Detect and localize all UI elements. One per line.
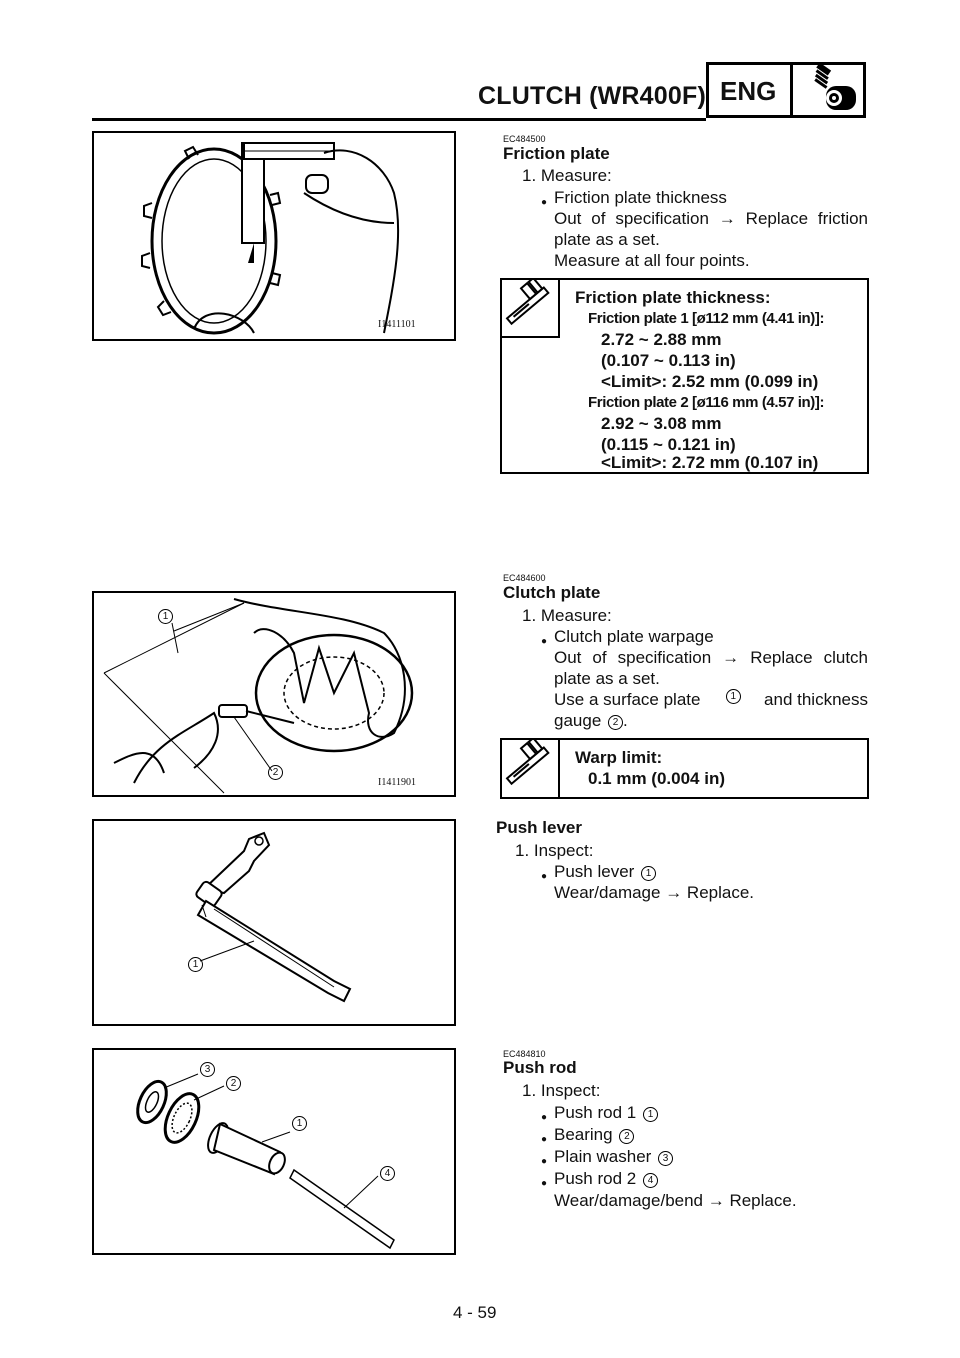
body-text: plate as a set. bbox=[554, 230, 660, 249]
section-heading: Clutch plate bbox=[503, 583, 601, 602]
bullet-item bbox=[554, 1146, 673, 1167]
bullet-item bbox=[554, 1168, 658, 1189]
callout-3: 3 bbox=[200, 1062, 215, 1077]
callout-2: 2 bbox=[608, 715, 623, 730]
callout-2: 2 bbox=[226, 1076, 241, 1091]
callout-4: 4 bbox=[643, 1173, 658, 1188]
caliper-icon bbox=[500, 278, 560, 338]
callout-1: 1 bbox=[726, 689, 741, 704]
figure-push-rod bbox=[92, 1048, 456, 1255]
body-text: Wear/damage → Replace. bbox=[554, 883, 755, 902]
callout-1: 1 bbox=[643, 1107, 658, 1122]
spec-value: (0.115 ~ 0.121 in) bbox=[601, 435, 736, 454]
eng-badge-label: ENG bbox=[720, 76, 777, 106]
figure-push-lever bbox=[92, 819, 456, 1026]
bullet-item: ● Friction plate thickness bbox=[554, 187, 727, 208]
spec-subtitle: Friction plate 1 [ø112 mm (4.41 in)]: bbox=[588, 310, 825, 327]
step-text: 1. Measure: bbox=[522, 166, 612, 185]
figure-clutch-plate bbox=[92, 591, 456, 797]
caliper-icon bbox=[500, 738, 560, 799]
callout-4: 4 bbox=[380, 1166, 395, 1181]
section-code: EC484500 bbox=[503, 134, 546, 144]
spec-title: Friction plate thickness: bbox=[575, 288, 771, 307]
bullet-item bbox=[554, 861, 656, 882]
callout-1: 1 bbox=[641, 866, 656, 881]
bullet-item bbox=[554, 1102, 658, 1123]
bullet-item: ● Clutch plate warpage bbox=[554, 626, 714, 647]
bullet-text: Bearing bbox=[554, 1125, 613, 1144]
section-heading: Push lever bbox=[496, 818, 582, 837]
header-rule bbox=[92, 118, 706, 121]
bullet-text: Push rod 2 bbox=[554, 1169, 637, 1188]
section-code: EC484810 bbox=[503, 1049, 546, 1059]
callout-2: 2 bbox=[619, 1129, 634, 1144]
step-text: 1. Inspect: bbox=[515, 841, 594, 860]
step-text: 1. Measure: bbox=[522, 606, 612, 625]
callout-1: 1 bbox=[188, 957, 203, 972]
bullet-text: Push lever bbox=[554, 862, 635, 881]
eng-badge-divider bbox=[790, 62, 793, 118]
spec-title: Warp limit: bbox=[575, 748, 663, 767]
body-text: Wear/damage/bend → Replace. bbox=[554, 1191, 797, 1210]
body-text: plate as a set. bbox=[554, 669, 660, 688]
bullet-text: Push rod 1 bbox=[554, 1103, 637, 1122]
body-text-with-callout bbox=[554, 710, 628, 731]
body-text: and thickness bbox=[764, 690, 868, 709]
body-text: Out of specification → Replace friction bbox=[554, 209, 868, 228]
body-text: Measure at all four points. bbox=[554, 251, 750, 270]
engine-icon bbox=[800, 64, 862, 116]
spec-value: 2.72 ~ 2.88 mm bbox=[601, 330, 722, 349]
callout-1: 1 bbox=[158, 609, 173, 624]
callout-3: 3 bbox=[658, 1151, 673, 1166]
bullet-text: Plain washer bbox=[554, 1147, 652, 1166]
spec-subtitle: Friction plate 2 [ø116 mm (4.57 in)]: bbox=[588, 394, 825, 411]
body-text: gauge bbox=[554, 711, 602, 730]
body-text: . bbox=[623, 711, 628, 730]
page-number: 4 - 59 bbox=[453, 1303, 497, 1322]
spec-value: (0.107 ~ 0.113 in) bbox=[601, 351, 736, 370]
body-text-with-callout bbox=[554, 689, 868, 710]
bullet-item bbox=[554, 1124, 634, 1145]
callout-2: 2 bbox=[268, 765, 283, 780]
figure-friction-plate bbox=[92, 131, 456, 341]
callout-1: 1 bbox=[292, 1116, 307, 1131]
figure-code: I1411901 bbox=[378, 777, 416, 788]
spec-value: 2.92 ~ 3.08 mm bbox=[601, 414, 722, 433]
page-title: CLUTCH (WR400F) bbox=[478, 82, 706, 110]
section-heading: Push rod bbox=[503, 1058, 577, 1077]
spec-value: 0.1 mm (0.004 in) bbox=[588, 769, 726, 788]
section-code: EC484600 bbox=[503, 573, 546, 583]
body-text: Out of specification → Replace clutch bbox=[554, 648, 868, 667]
body-text: Use a surface plate bbox=[554, 690, 701, 709]
spec-limit: <Limit>: 2.72 mm (0.107 in) bbox=[601, 453, 819, 472]
step-text: 1. Inspect: bbox=[522, 1081, 601, 1100]
section-heading: Friction plate bbox=[503, 144, 610, 163]
spec-limit: <Limit>: 2.52 mm (0.099 in) bbox=[601, 372, 819, 391]
figure-code: I1411101 bbox=[378, 319, 416, 330]
